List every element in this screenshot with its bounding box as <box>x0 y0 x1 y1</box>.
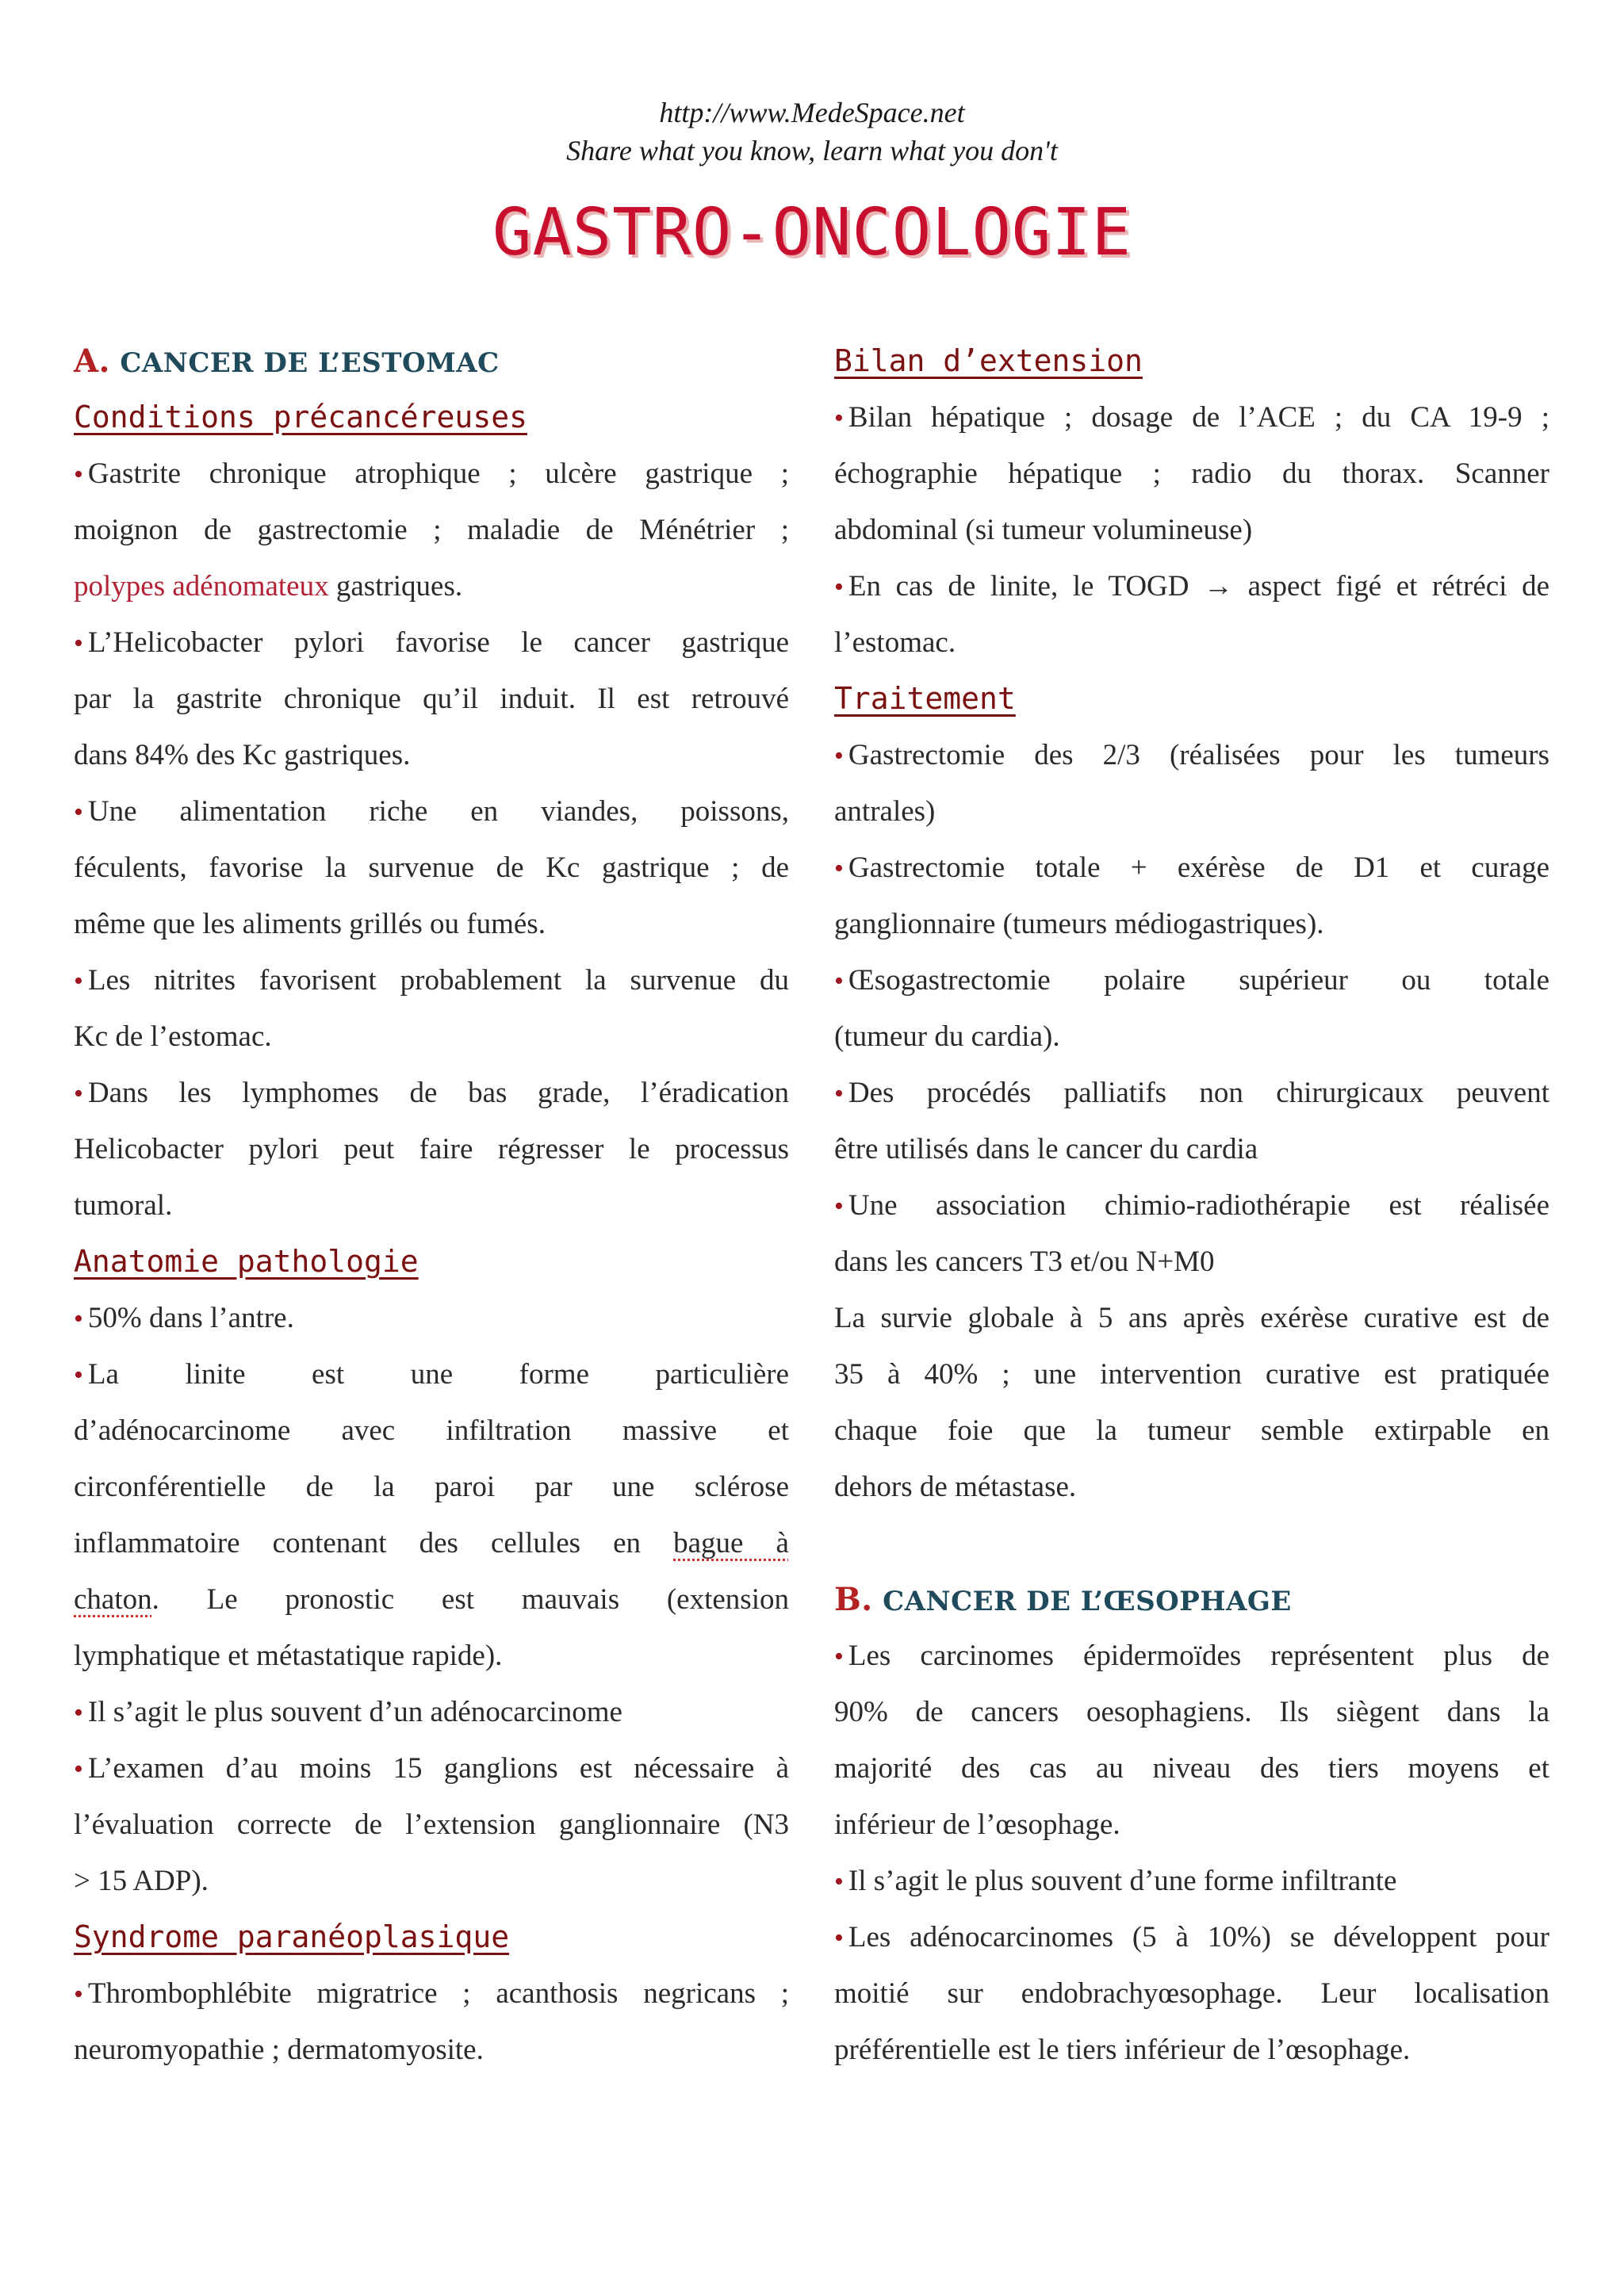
section-a-title: CANCER DE L’ESTOMAC <box>120 347 500 379</box>
text-line: L’Helicobacter pylori favorise le cancer gastrique <box>87 626 789 659</box>
text-line: préférentielle est le tiers inférieur de l’œsophage. <box>834 2034 1411 2066</box>
text-line: neuromyopathie ; dermatomyosite. <box>74 2034 484 2066</box>
text-line: l’estomac. <box>834 626 956 659</box>
text-line: La linite est une forme particulière <box>87 1358 789 1391</box>
text-line: l’évaluation correcte de l’extension ganglionnaire (N3 <box>74 1808 789 1841</box>
section-b-letter: B. <box>834 1581 873 1618</box>
text-line: Kc de l’estomac. <box>74 1020 272 1053</box>
text-line: Thrombophlébite migratrice ; acanthosis negricans ; <box>87 1977 789 2010</box>
text-line: En cas de linite, le TOGD → aspect figé et rétréci de <box>848 570 1549 603</box>
bullet-icon: • <box>834 741 844 771</box>
bullet-icon: • <box>74 629 83 658</box>
text-line: dans 84% des Kc gastriques. <box>74 739 411 771</box>
section-spacer <box>834 1515 1549 1571</box>
paraneo-heading: Syndrome paranéoplasique <box>74 1919 510 1954</box>
text-line: moitié sur endobrachyœsophage. Leur localisation <box>834 1977 1549 2010</box>
text-line: L’examen d’au moins 15 ganglions est nécessaire à <box>87 1752 789 1785</box>
bullet-icon: • <box>74 1079 83 1108</box>
text-line: 35 à 40% ; une intervention curative est pratiquée <box>834 1358 1549 1391</box>
anapath-bullet-2 <box>74 1346 789 1402</box>
left-column <box>74 333 789 2078</box>
bullet-icon: • <box>834 404 844 433</box>
anapath-bullet-1 <box>74 1290 789 1346</box>
precancer-heading: Conditions précancéreuses <box>74 400 527 434</box>
text-line: Dans les lymphomes de bas grade, l’éradication <box>87 1077 789 1109</box>
text-line: par la gastrite chronique qu’il induit. Il est retrouvé <box>74 683 789 715</box>
bullet-icon: • <box>74 1304 83 1334</box>
text-line: Il s’agit le plus souvent d’une forme infiltrante <box>848 1865 1397 1897</box>
text-line: moignon de gastrectomie ; maladie de Ménétrier ; <box>74 514 789 546</box>
bullet-icon: • <box>74 1755 83 1784</box>
traitement-bullet-1 <box>834 727 1549 783</box>
text-line: d’adénocarcinome avec infiltration massive et <box>74 1414 789 1447</box>
text-line: Gastrectomie totale + exérèse de D1 et curage <box>848 851 1549 884</box>
precancer-bullet-3 <box>74 783 789 840</box>
text-line: Gastrectomie des 2/3 (réalisées pour les tumeurs <box>848 739 1549 771</box>
text-line: circonférentielle de la paroi par une sclérose <box>74 1471 789 1503</box>
text-line: échographie hépatique ; radio du thorax. Scanner <box>834 457 1549 490</box>
precancer-bullet-2 <box>74 614 789 671</box>
bullet-icon: • <box>74 798 83 827</box>
bullet-icon: • <box>74 1698 83 1728</box>
document-title: GASTRO-ONCOLOGIE <box>492 195 1132 270</box>
text-line: être utilisés dans le cancer du cardia <box>834 1133 1258 1165</box>
traitement-bullet-4 <box>834 1065 1549 1121</box>
polypes-highlight: polypes adénomateux <box>74 570 329 603</box>
precancer-bullet-1 <box>74 446 789 502</box>
text-line: chaque foie que la tumeur semble extirpable en <box>834 1414 1549 1447</box>
bullet-icon: • <box>834 1867 844 1896</box>
anapath-heading: Anatomie pathologie <box>74 1244 419 1279</box>
text-line: tumoral. <box>74 1189 173 1222</box>
section-b-title: CANCER DE L’ŒSOPHAGE <box>883 1586 1292 1617</box>
text-line: dans les cancers T3 et/ou N+M0 <box>834 1246 1215 1278</box>
paraneo-bullet-1 <box>74 1965 789 2022</box>
bilan-bullet-1 <box>834 389 1549 446</box>
text-line: > 15 ADP). <box>74 1865 209 1897</box>
anapath-bullet-3 <box>74 1684 789 1740</box>
bullet-icon: • <box>834 1923 844 1953</box>
text-line <box>74 558 789 614</box>
precancer-bullet-4 <box>74 952 789 1008</box>
right-column <box>834 333 1549 2078</box>
text-line: Une alimentation riche en viandes, poissons, <box>87 795 789 828</box>
text-line: (tumeur du cardia). <box>834 1020 1060 1053</box>
text-line: Les nitrites favorisent probablement la survenue du <box>87 964 789 997</box>
precancer-bullet-5 <box>74 1065 789 1121</box>
bilan-bullet-2 <box>834 558 1549 614</box>
text-line: Les adénocarcinomes (5 à 10%) se développent pour <box>848 1921 1549 1954</box>
bague-spellcheck-mark: bague à <box>673 1527 789 1559</box>
bullet-icon: • <box>74 1360 83 1390</box>
text-line: Des procédés palliatifs non chirurgicaux peuvent <box>848 1077 1549 1109</box>
text-line <box>74 1515 789 1571</box>
survie-paragraph: La survie globale à 5 ans après exérèse curative est de <box>834 1302 1549 1334</box>
text-line: Bilan hépatique ; dosage de l’ACE ; du CA 19-9 ; <box>848 401 1549 434</box>
text-line: Gastrite chronique atrophique ; ulcère gastrique ; <box>87 457 789 490</box>
text-fragment: gastriques. <box>328 570 463 603</box>
site-header <box>0 94 1624 170</box>
bullet-icon: • <box>834 854 844 883</box>
text-line: même que les aliments grillés ou fumés. <box>74 908 546 940</box>
text-fragment: . Le pronostic est mauvais (extension <box>151 1583 789 1616</box>
bullet-icon: • <box>834 1079 844 1108</box>
text-line: inférieur de l’œsophage. <box>834 1808 1120 1841</box>
bullet-icon: • <box>74 460 83 489</box>
bullet-icon: • <box>834 966 844 996</box>
text-line: lymphatique et métastatique rapide). <box>74 1640 503 1672</box>
site-url[interactable]: http://www.MedeSpace.net <box>659 97 965 128</box>
text-line: ganglionnaire (tumeurs médiogastriques). <box>834 908 1324 940</box>
text-line: 50% dans l’antre. <box>87 1302 294 1334</box>
text-line: abdominal (si tumeur volumineuse) <box>834 514 1253 546</box>
text-line: Œsogastrectomie polaire supérieur ou totale <box>848 964 1549 997</box>
bullet-icon: • <box>74 1980 83 2009</box>
bullet-icon: • <box>834 572 844 602</box>
text-line: féculents, favorise la survenue de Kc gastrique ; de <box>74 851 789 884</box>
section-a-heading <box>74 333 789 389</box>
text-fragment: inflammatoire contenant des cellules en <box>74 1527 674 1559</box>
traitement-bullet-3 <box>834 952 1549 1008</box>
section-b-heading <box>834 1571 1549 1628</box>
text-line: dehors de métastase. <box>834 1471 1077 1503</box>
site-tagline: Share what you know, learn what you don't <box>566 135 1058 166</box>
oeso-bullet-2 <box>834 1853 1549 1909</box>
text-line: antrales) <box>834 795 936 828</box>
text-line: Helicobacter pylori peut faire régresser le processus <box>74 1133 789 1165</box>
anapath-bullet-4 <box>74 1740 789 1797</box>
oeso-bullet-3 <box>834 1909 1549 1965</box>
oeso-bullet-1 <box>834 1628 1549 1684</box>
text-line <box>74 1571 789 1628</box>
chaton-spellcheck-mark: chaton <box>74 1583 152 1616</box>
traitement-bullet-2 <box>834 840 1549 896</box>
traitement-bullet-5 <box>834 1177 1549 1234</box>
bullet-icon: • <box>834 1642 844 1671</box>
bullet-icon: • <box>834 1192 844 1221</box>
text-line: majorité des cas au niveau des tiers moyens et <box>834 1752 1549 1785</box>
text-line: Les carcinomes épidermoïdes représentent plus de <box>848 1640 1549 1672</box>
bullet-icon: • <box>74 966 83 996</box>
section-a-letter: A. <box>74 342 110 380</box>
text-line: Il s’agit le plus souvent d’un adénocarcinome <box>87 1696 622 1728</box>
bilan-heading: Bilan d’extension <box>834 343 1143 378</box>
text-line: Une association chimio-radiothérapie est réalisée <box>848 1189 1549 1222</box>
traitement-heading: Traitement <box>834 681 1016 716</box>
text-line: 90% de cancers oesophagiens. Ils siègent dans la <box>834 1696 1549 1728</box>
